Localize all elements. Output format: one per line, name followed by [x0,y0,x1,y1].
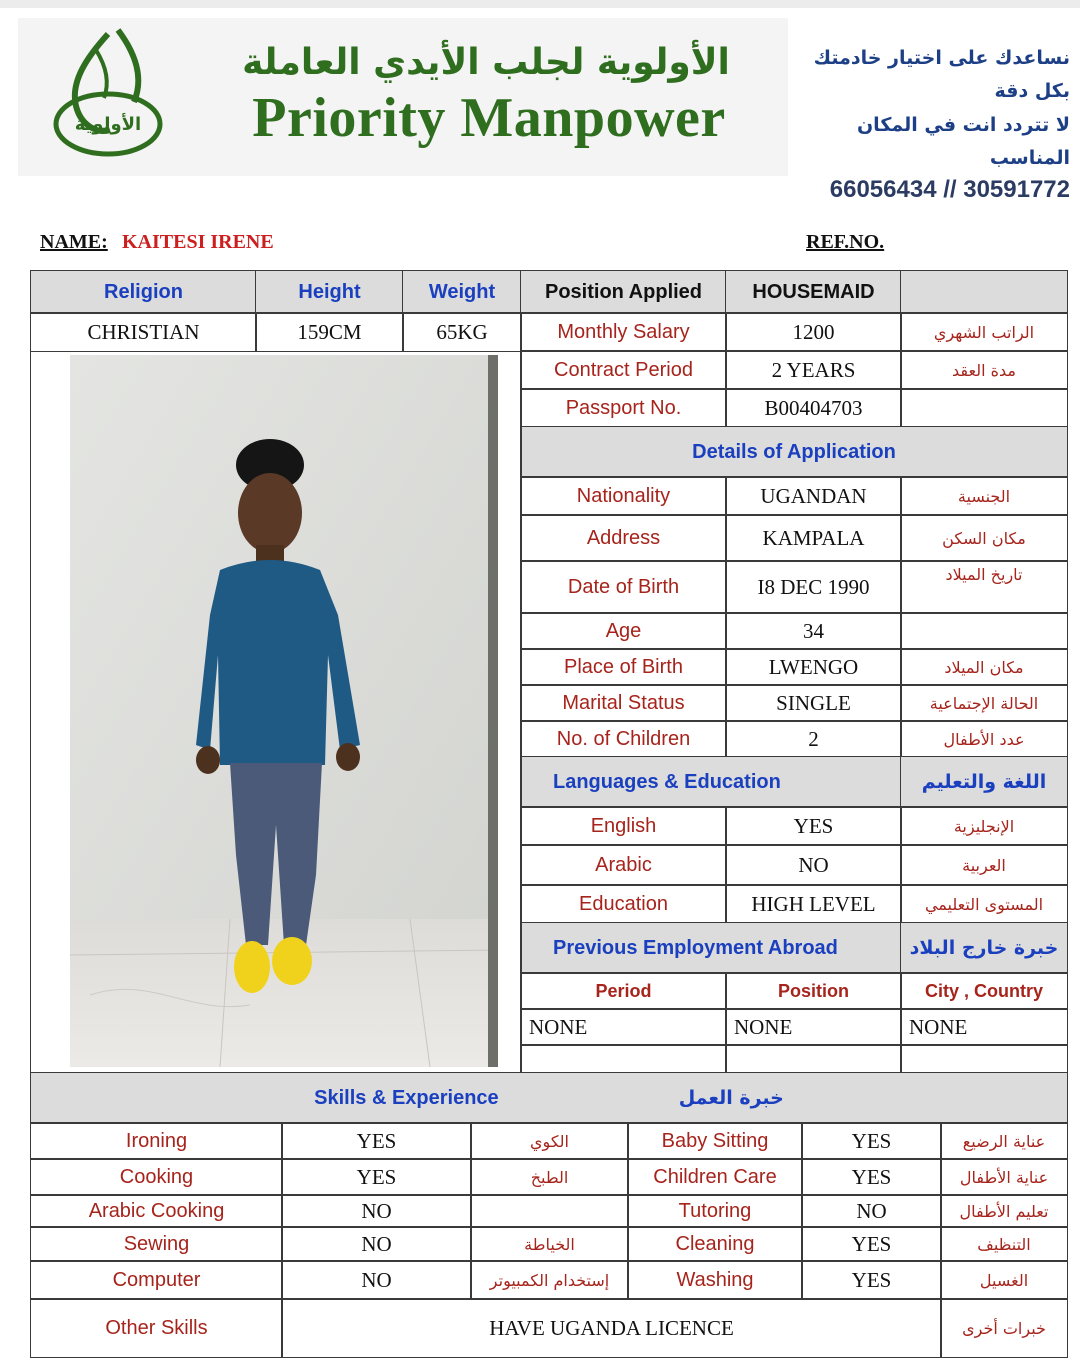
svg-text:الأولوية: الأولوية [74,114,142,135]
languages-title: Languages & Education [520,756,902,808]
skill-sewing-label: Sewing [30,1226,283,1262]
skill-children-care-label: Children Care [627,1158,803,1196]
passport-value: B00404703 [725,388,902,428]
top-strip [0,0,1080,8]
age-arabic [900,612,1068,650]
education-value: HIGH LEVEL [725,884,902,924]
slogan [800,42,1070,175]
height-header: Height [255,270,404,314]
skill-arabic-cooking-arabic [470,1194,629,1228]
contract-period-value: 2 YEARS [725,350,902,390]
education-label: Education [520,884,727,924]
marital-status-arabic: الحالة الإجتماعية [900,684,1068,722]
slogan-line-2: لا تتردد انت في المكان المناسب [856,113,1070,169]
age-label: Age [520,612,727,650]
children-label: No. of Children [520,720,727,758]
skill-washing-value: YES [801,1260,942,1300]
city-country-column-header: City , Country [900,972,1068,1010]
skill-washing-arabic: الغسيل [940,1260,1068,1300]
skill-ironing-value: YES [281,1122,472,1160]
skill-arabic-cooking-label: Arabic Cooking [30,1194,283,1228]
skill-ironing-arabic: الكوي [470,1122,629,1160]
other-skills-arabic: خبرات أخرى [940,1298,1068,1358]
position-column-header: Position [725,972,902,1010]
employment-blank-cell [520,1044,727,1074]
skill-cooking-value: YES [281,1158,472,1196]
skill-children-care-arabic: عناية الأطفال [940,1158,1068,1196]
employment-blank-cell [725,1044,902,1074]
period-column-header: Period [520,972,727,1010]
address-arabic: مكان السكن [900,514,1068,562]
nationality-value: UGANDAN [725,476,902,516]
skill-sewing-arabic: الخياطة [470,1226,629,1262]
skill-sewing-value: NO [281,1226,472,1262]
skill-children-care-value: YES [801,1158,942,1196]
candidate-photo-image [70,355,498,1067]
children-value: 2 [725,720,902,758]
skill-arabic-cooking-value: NO [281,1194,472,1228]
slogan-line-1: نساعدك على اختيار خادمتك بكل دقة [813,47,1070,103]
skills-title-arabic: خبرة العمل [678,1087,784,1109]
employment-title-arabic: خبرة خارج البلاد [900,922,1068,974]
weight-header: Weight [402,270,522,314]
employment-period-value: NONE [520,1008,727,1046]
arabic-label: Arabic [520,844,727,886]
contract-period-label: Contract Period [520,350,727,390]
english-value: YES [725,806,902,846]
weight-value: 65KG [402,312,522,352]
skill-baby-sitting-value: YES [801,1122,942,1160]
marital-status-value: SINGLE [725,684,902,722]
skill-computer-arabic: إستخدام الكمبيوتر [470,1260,629,1300]
skill-baby-sitting-label: Baby Sitting [627,1122,803,1160]
employment-blank-cell [900,1044,1068,1074]
address-value: KAMPALA [725,514,902,562]
skills-title: Skills & Experience [314,1086,499,1109]
dob-label: Date of Birth [520,560,727,614]
candidate-name: KAITESI IRENE [122,231,274,253]
skill-ironing-label: Ironing [30,1122,283,1160]
skill-cleaning-value: YES [801,1226,942,1262]
skills-title-bar [30,1072,1068,1124]
skill-computer-value: NO [281,1260,472,1300]
english-label: English [520,806,727,846]
monthly-salary-arabic: الراتب الشهري [900,312,1068,352]
monthly-salary-value: 1200 [725,312,902,352]
company-logo [18,18,788,176]
arabic-value: NO [725,844,902,886]
place-of-birth-arabic: مكان الميلاد [900,648,1068,686]
other-skills-value: HAVE UGANDA LICENCE [281,1298,942,1358]
skill-computer-label: Computer [30,1260,283,1300]
skill-tutoring-arabic: تعليم الأطفال [940,1194,1068,1228]
marital-status-label: Marital Status [520,684,727,722]
company-emblem-icon [48,26,168,161]
skill-cleaning-arabic: التنظيف [940,1226,1068,1262]
name-label: NAME: [40,231,108,253]
dob-value: I8 DEC 1990 [725,560,902,614]
skill-washing-label: Washing [627,1260,803,1300]
candidate-photo [70,355,498,1067]
skill-cleaning-label: Cleaning [627,1226,803,1262]
logo-english-text: Priority Manpower [252,87,726,149]
dob-arabic: تاريخ الميلاد [900,560,1068,614]
skill-cooking-label: Cooking [30,1158,283,1196]
height-value: 159CM [255,312,404,352]
skill-baby-sitting-arabic: عناية الرضيع [940,1122,1068,1160]
position-applied-value: HOUSEMAID [725,270,902,314]
employment-position-value: NONE [725,1008,902,1046]
education-arabic: المستوى التعليمي [900,884,1068,924]
ref-no-label: REF.NO. [806,231,885,253]
monthly-salary-label: Monthly Salary [520,312,727,352]
phone-numbers: 66056434 // 30591772 [829,176,1070,203]
logo-arabic-text: الأولوية لجلب الأيدي العاملة [242,42,730,83]
languages-title-arabic: اللغة والتعليم [900,756,1068,808]
religion-header: Religion [30,270,257,314]
children-arabic: عدد الأطفال [900,720,1068,758]
english-arabic: الإنجليزية [900,806,1068,846]
position-applied-header: Position Applied [520,270,727,314]
contract-period-arabic: مدة العقد [900,350,1068,390]
passport-arabic [900,388,1068,428]
details-title: Details of Application [520,426,1068,478]
age-value: 34 [725,612,902,650]
other-skills-label: Other Skills [30,1298,283,1358]
skill-cooking-arabic: الطبخ [470,1158,629,1196]
skill-tutoring-label: Tutoring [627,1194,803,1228]
nationality-label: Nationality [520,476,727,516]
place-of-birth-label: Place of Birth [520,648,727,686]
religion-value: CHRISTIAN [30,312,257,352]
address-label: Address [520,514,727,562]
place-of-birth-value: LWENGO [725,648,902,686]
header-blank-cell [900,270,1068,314]
employment-title: Previous Employment Abroad [520,922,902,974]
passport-label: Passport No. [520,388,727,428]
nationality-arabic: الجنسية [900,476,1068,516]
skill-tutoring-value: NO [801,1194,942,1228]
employment-city-value: NONE [900,1008,1068,1046]
arabic-arabic: العربية [900,844,1068,886]
